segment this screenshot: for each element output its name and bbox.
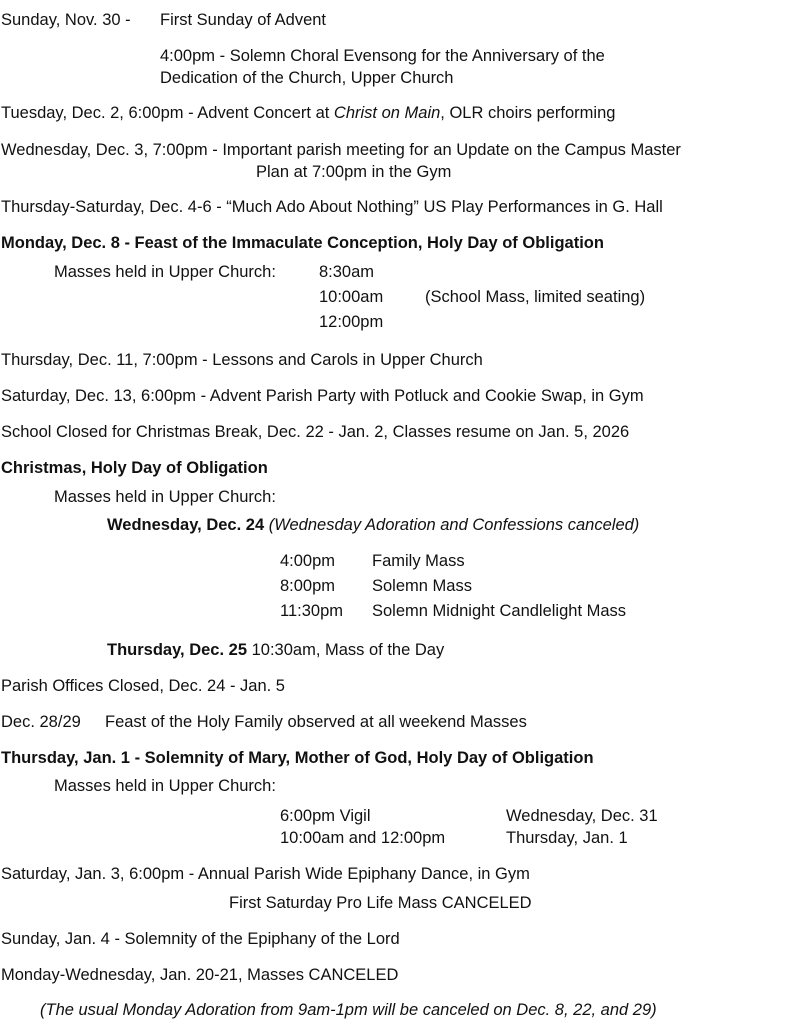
jan20-masses-canceled: Monday-Wednesday, Jan. 20-21, Masses CANCELED: [1, 966, 399, 984]
pro-life-mass-canceled: First Saturday Pro Life Mass CANCELED: [229, 894, 532, 912]
mary-day-date: Thursday, Jan. 1: [506, 829, 628, 847]
sunday-jan4-epiphany: Sunday, Jan. 4 - Solemnity of the Epiphany of the Lord: [1, 930, 400, 948]
solemnity-mary-heading: Thursday, Jan. 1 - Solemnity of Mary, Mother of God, Holy Day of Obligation: [1, 749, 594, 767]
sunday-nov30-date: Sunday, Nov. 30 -: [1, 11, 131, 29]
christmas-eve-line: [107, 514, 639, 536]
mary-vigil-time: 6:00pm Vigil: [280, 807, 371, 825]
christmas-eve-time-1: 4:00pm: [280, 552, 336, 570]
christmas-eve-day: Wednesday, Dec. 24: [107, 516, 265, 534]
wednesday-dec3-line-1: Wednesday, Dec. 3, 7:00pm - Important parish meeting for an Update on the Campus Master: [1, 141, 681, 159]
immaculate-time-2: 10:00am: [319, 288, 384, 306]
thursday-dec4-play: Thursday-Saturday, Dec. 4-6 - “Much Ado About Nothing” US Play Performances in G. Hall: [1, 198, 663, 216]
evensong-line-1: 4:00pm - Solemn Choral Evensong for the Anniversary of the: [160, 47, 605, 65]
tuesday-dec2-choirs: , OLR choirs performing: [440, 104, 616, 122]
wednesday-dec3-line-2: Plan at 7:00pm in the Gym: [256, 163, 452, 181]
immaculate-time-1: 8:30am: [319, 263, 375, 281]
saturday-dec13-event: Saturday, Dec. 13, 6:00pm - Advent Parish Party with Potluck and Cookie Swap, in Gym: [1, 387, 644, 405]
tuesday-dec2-event: [1, 102, 615, 124]
christmas-day-mass: 10:30am, Mass of the Day: [251, 641, 445, 659]
immaculate-school-note: (School Mass, limited seating): [425, 288, 646, 306]
sunday-nov30-title: First Sunday of Advent: [160, 11, 327, 29]
christmas-day-label: Thursday, Dec. 25: [107, 641, 248, 659]
mary-masses-label: Masses held in Upper Church:: [54, 777, 276, 795]
christmas-eve-mass-2: Solemn Mass: [372, 577, 472, 595]
christmas-eve-time-3: 11:30pm: [280, 602, 343, 620]
parish-offices-closed: Parish Offices Closed, Dec. 24 - Jan. 5: [1, 677, 285, 695]
mary-vigil-day: Wednesday, Dec. 31: [506, 807, 658, 825]
christmas-heading: Christmas, Holy Day of Obligation: [1, 459, 268, 477]
school-closed-notice: School Closed for Christmas Break, Dec. 22 - Jan. 2, Classes resume on Jan. 5, 2026: [1, 423, 630, 441]
tuesday-dec2-text: Tuesday, Dec. 2, 6:00pm - Advent Concert at: [1, 104, 334, 122]
immaculate-masses-label: Masses held in Upper Church:: [54, 263, 276, 281]
holy-family-text: Feast of the Holy Family observed at all weekend Masses: [105, 713, 527, 731]
evensong-line-2: Dedication of the Church, Upper Church: [160, 69, 454, 87]
saturday-jan3-dance: Saturday, Jan. 3, 6:00pm - Annual Parish Wide Epiphany Dance, in Gym: [1, 865, 530, 883]
thursday-dec11-event: Thursday, Dec. 11, 7:00pm - Lessons and Carols in Upper Church: [1, 351, 483, 369]
immaculate-conception-heading: Monday, Dec. 8 - Feast of the Immaculate Conception, Holy Day of Obligation: [1, 234, 604, 252]
tuesday-dec2-venue: Christ on Main: [333, 104, 441, 122]
christmas-eve-mass-1: Family Mass: [372, 552, 465, 570]
mary-day-times: 10:00am and 12:00pm: [280, 829, 446, 847]
christmas-day-line: [107, 639, 444, 661]
immaculate-time-3: 12:00pm: [319, 313, 384, 331]
christmas-eve-note: (Wednesday Adoration and Confessions canceled): [268, 516, 640, 534]
adoration-footnote: (The usual Monday Adoration from 9am-1pm will be canceled on Dec. 8, 22, and 29): [40, 1001, 657, 1019]
christmas-masses-label: Masses held in Upper Church:: [54, 488, 276, 506]
christmas-eve-time-2: 8:00pm: [280, 577, 336, 595]
holy-family-date: Dec. 28/29: [1, 713, 81, 731]
christmas-eve-mass-3: Solemn Midnight Candlelight Mass: [372, 602, 627, 620]
